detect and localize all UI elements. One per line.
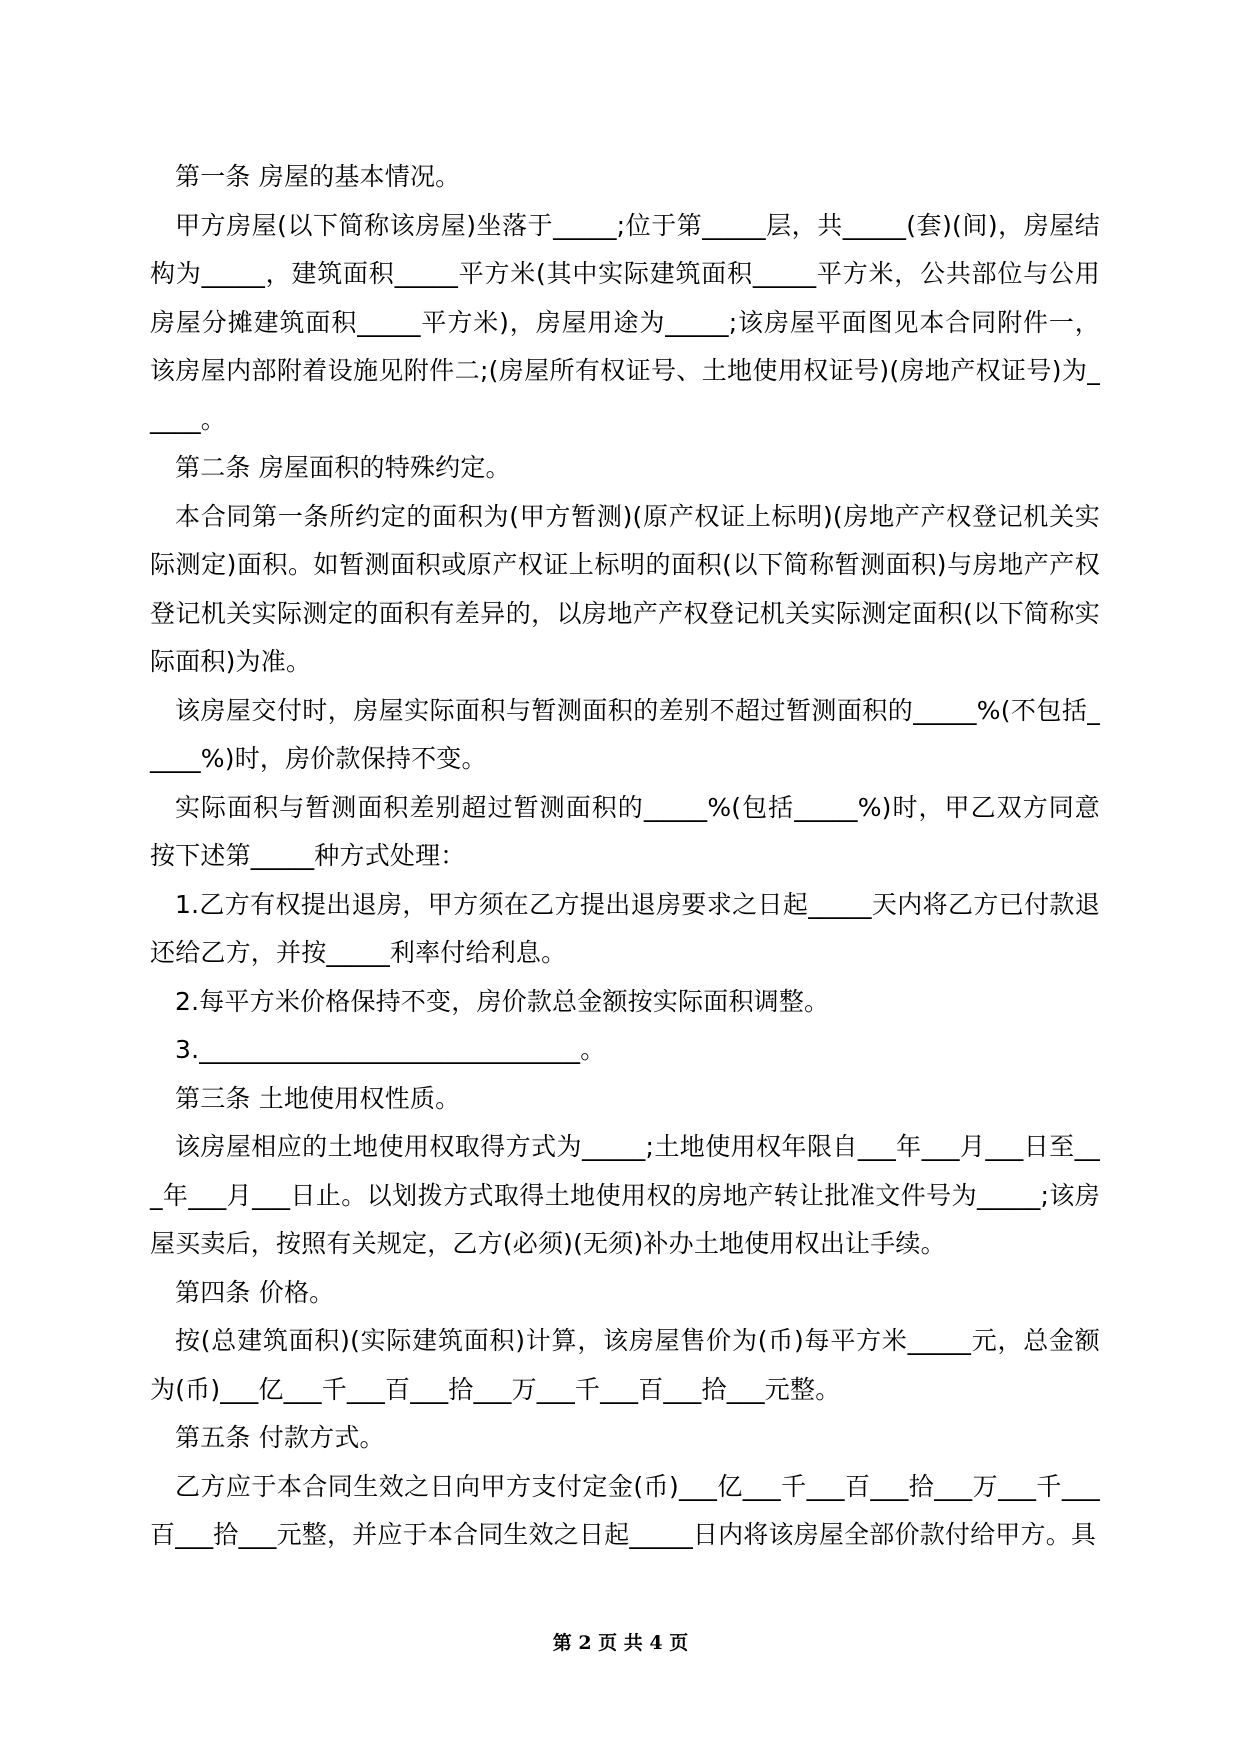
option-2-text: 2.每平方米价格保持不变，房价款总金额按实际面积调整。 bbox=[175, 986, 830, 1016]
article-5-text: 乙方应于本合同生效之日向甲方支付定金(币)___亿___千___百___拾___万___千___百___拾___元整，并应于本合同生效之日起_____日内将该房屋全部价款付给甲方。具 bbox=[150, 1471, 1100, 1549]
article-3-text: 该房屋相应的土地使用权取得方式为_____;土地使用权年限自___年___月___日至___年___月___日止。以划拨方式取得土地使用权的房地产转让批准文件号为_____;该房屋买卖后，按照有关规定，乙方(必须)(无须)补办土地使用权出让手续。 bbox=[150, 1132, 1100, 1258]
article-2-difference-text: 实际面积与暂测面积差别超过暂测面积的_____%(包括_____%)时，甲乙双方同意按下述第_____种方式处理： bbox=[150, 792, 1100, 870]
article-3-heading: 第三条 土地使用权性质。 bbox=[175, 1083, 461, 1113]
option-1-text: 1.乙方有权提出退房，甲方须在乙方提出退房要求之日起_____天内将乙方已付款退还给乙方，并按_____利率付给利息。 bbox=[150, 889, 1100, 967]
article-2-delivery-text: 该房屋交付时，房屋实际面积与暂测面积的差别不超过暂测面积的_____%(不包括_____%)时，房价款保持不变。 bbox=[150, 695, 1100, 773]
article-1-text: 甲方房屋(以下简称该房屋)坐落于_____;位于第_____层，共_____(套)(间)，房屋结构为_____，建筑面积_____平方米(其中实际建筑面积_____平方米，公共部位与公用房屋分摊建筑面积_____平方米)，房屋用途为_____;该房屋平面图见本合同附件一，该房屋内部附着设施见附件二;(房屋所有权证号、土地使用权证号)(房地产权证号)为_____。 bbox=[150, 210, 1100, 434]
article-4-text: 按(总建筑面积)(实际建筑面积)计算，该房屋售价为(币)每平方米_____元，总金额为(币)___亿___千___百___拾___万___千___百___拾___元整。 bbox=[150, 1326, 1100, 1404]
article-4-heading: 第四条 价格。 bbox=[175, 1277, 335, 1307]
document-body bbox=[150, 153, 1100, 1560]
article-1-heading: 第一条 房屋的基本情况。 bbox=[175, 162, 461, 191]
article-2-heading: 第二条 房屋面积的特殊约定。 bbox=[175, 453, 511, 482]
page-footer: 第 2 页 共 4 页 bbox=[552, 1632, 689, 1654]
article-2-text: 本合同第一条所约定的面积为(甲方暂测)(原产权证上标明)(房地产产权登记机关实际测定)面积。如暂测面积或原产权证上标明的面积(以下简称暂测面积)与房地产产权登记机关实际测定的面积有差异的，以房地产产权登记机关实际测定面积(以下简称实际面积)为准。 bbox=[150, 501, 1100, 676]
option-3-text: 3.______________________________。 bbox=[175, 1035, 606, 1064]
article-5-heading: 第五条 付款方式。 bbox=[175, 1423, 385, 1452]
